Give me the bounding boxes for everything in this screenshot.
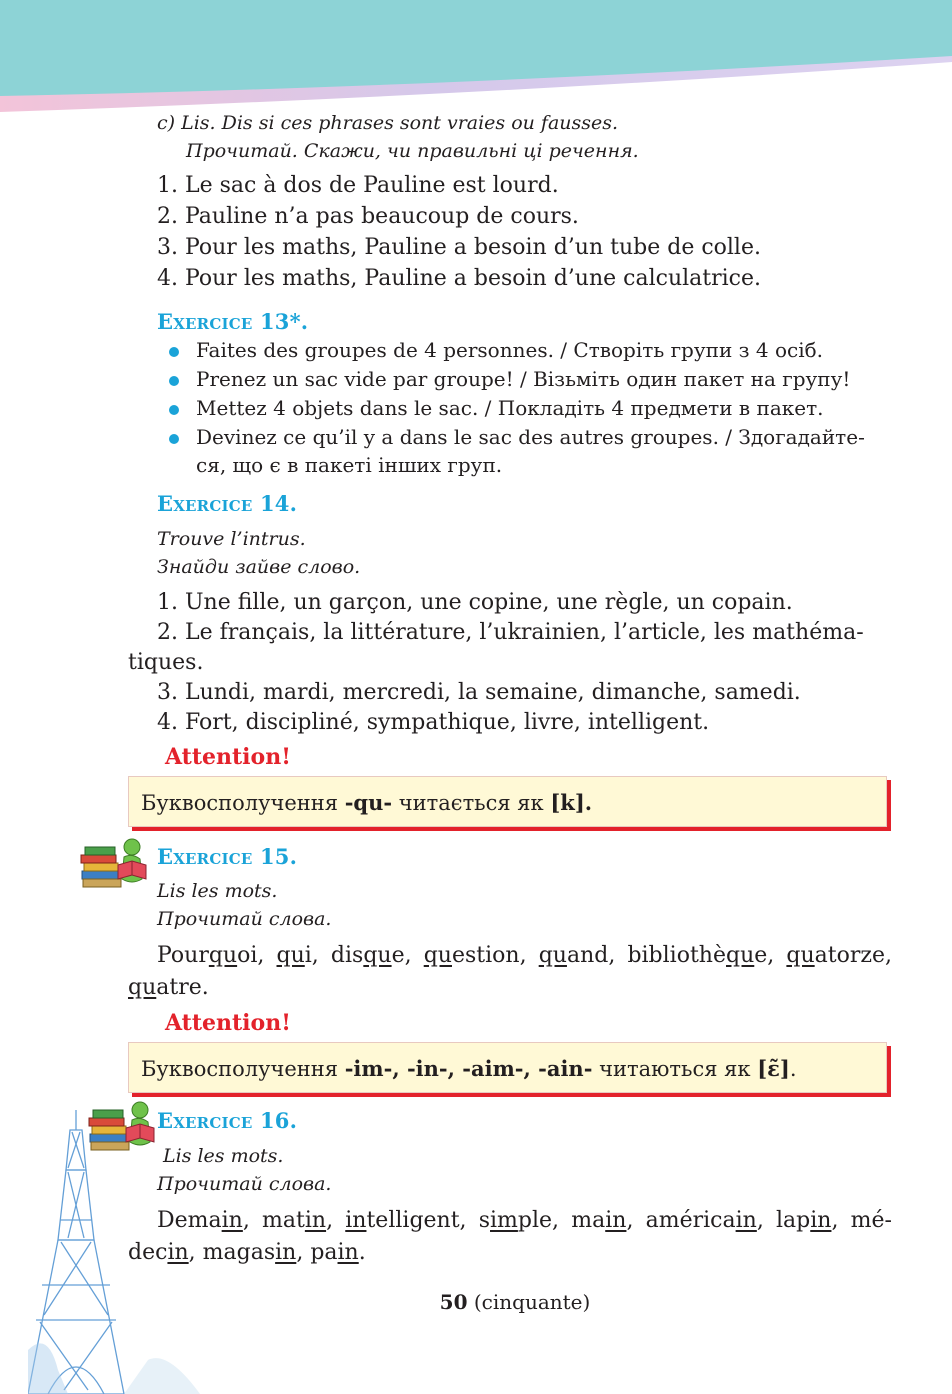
page-number-word: (cinquante) — [473, 1290, 591, 1314]
word-part: ple, — [517, 1208, 560, 1233]
page-number-digits: 50 — [439, 1290, 468, 1314]
underlined-letters: qu — [726, 943, 755, 968]
underlined-letters: in — [167, 1240, 189, 1265]
page-number — [0, 1290, 952, 1314]
word-part: e, — [754, 943, 775, 968]
underlined-letters: qu — [208, 943, 238, 968]
note-box — [128, 1042, 887, 1093]
word — [786, 943, 892, 968]
word-part: atorze, — [814, 943, 892, 968]
section-c-instruction-fr: c) Lis. Dis si ces phrases sont vraies ou fausses. — [157, 112, 619, 134]
word — [262, 1208, 333, 1233]
note-bold: -qu- — [344, 790, 393, 815]
exercise-14-instruction-uk: Знайди зайве слово. — [157, 556, 361, 578]
attention-label: Attention! — [165, 744, 291, 770]
bullet-item: Devinez ce qu’il y a dans le sac des autres groupes. / Здогадайте- — [196, 425, 865, 449]
underlined-letters: in — [221, 1208, 243, 1233]
bullet-item: Faites des groupes de 4 personnes. / Створіть групи з 4 осіб. — [196, 338, 823, 362]
word — [277, 943, 319, 968]
word-part: Dema — [157, 1208, 222, 1233]
word-line — [128, 1240, 366, 1265]
word — [776, 1208, 838, 1233]
note-text: читаються як — [592, 1057, 758, 1081]
word — [627, 943, 774, 968]
books-reader-icon — [80, 835, 152, 893]
underlined-letters: in — [735, 1208, 757, 1233]
bullet-icon — [169, 405, 179, 415]
word — [571, 1208, 633, 1233]
word-part: s — [478, 1208, 491, 1233]
underlined-letters: in — [304, 1208, 327, 1233]
word — [345, 1208, 466, 1233]
word — [331, 943, 412, 968]
exercise-14-title: Exercice 14. — [157, 491, 298, 516]
underlined-letters: qu — [423, 943, 452, 968]
attention-label: Attention! — [165, 1010, 291, 1036]
exercise-16-instruction-uk: Прочитай слова. — [157, 1173, 332, 1195]
note-bold: [ɛ̃] — [757, 1056, 790, 1081]
note-text: читається як — [392, 791, 551, 815]
section-c-instruction-uk: Прочитай. Скажи, чи правильні ці речення. — [186, 140, 639, 162]
word-part: américa — [645, 1208, 736, 1233]
exercise-15-title: Exercice 15. — [157, 844, 298, 869]
list-item: 1. Une fille, un garçon, une copine, une règle, un copain. — [157, 590, 793, 615]
underlined-letters: in — [337, 1240, 359, 1265]
list-item: 4. Fort, discipliné, sympathique, livre, intelligent. — [157, 710, 710, 735]
exercise-16-instruction-fr: Lis les mots. — [163, 1145, 284, 1167]
note-text: . — [789, 1057, 797, 1081]
word-part: and, — [566, 943, 616, 968]
underlined-letters: qu — [363, 943, 392, 968]
underlined-letters: im — [490, 1208, 518, 1233]
word — [479, 1208, 559, 1233]
word-part: estion, — [451, 943, 527, 968]
word-part: , — [756, 1208, 764, 1233]
word-part: dis — [330, 943, 364, 968]
books-reader-icon — [88, 1098, 160, 1156]
word — [424, 943, 527, 968]
word-part: Pour — [157, 943, 209, 968]
word-line — [128, 975, 209, 1000]
bullet-icon — [169, 434, 179, 444]
underlined-letters: qu — [538, 943, 567, 968]
word-part: lap — [776, 1208, 811, 1233]
word — [851, 1208, 892, 1233]
bullet-item-continuation: ся, що є в пакеті інших груп. — [196, 453, 503, 477]
word — [539, 943, 616, 968]
word-part: , — [626, 1208, 634, 1233]
word-line — [157, 943, 892, 968]
word-part: bibliothè — [627, 943, 726, 968]
word-part: atre. — [156, 975, 209, 1000]
header-decoration — [0, 0, 952, 125]
word-part: ma — [571, 1208, 606, 1233]
bullet-icon — [169, 347, 179, 357]
word — [157, 943, 264, 968]
exercise-15-instruction-fr: Lis les mots. — [157, 880, 278, 902]
exercise-15-instruction-uk: Прочитай слова. — [157, 908, 332, 930]
exercise-13-title: Exercice 13*. — [157, 309, 309, 334]
word-part: , — [242, 1208, 250, 1233]
underlined-letters: in — [345, 1208, 367, 1233]
underlined-letters: in — [275, 1240, 297, 1265]
list-item: 3. Pour les maths, Pauline a besoin d’un tube de colle. — [157, 235, 761, 260]
word-part: mé- — [850, 1208, 892, 1233]
underlined-letters: qu — [128, 975, 157, 1000]
word-part: , magas — [188, 1240, 276, 1265]
exercise-14-instruction-fr: Trouve l’intrus. — [157, 528, 306, 550]
list-item: 2. Le français, la littérature, l’ukrainien, l’article, les mathéma- — [157, 620, 864, 645]
list-item: 4. Pour les maths, Pauline a besoin d’une calculatrice. — [157, 266, 761, 291]
list-item: 2. Pauline n’a pas beaucoup de cours. — [157, 204, 579, 229]
underlined-letters: in — [810, 1208, 832, 1233]
word-part: , pa — [296, 1240, 338, 1265]
underlined-letters: in — [605, 1208, 627, 1233]
list-item-continuation: tiques. — [128, 650, 204, 675]
bullet-item: Prenez un sac vide par groupe! / Візьміть один пакет на групу! — [196, 367, 850, 391]
word-line — [157, 1208, 892, 1233]
word — [157, 1208, 250, 1233]
word-part: , — [326, 1208, 334, 1233]
bullet-item: Mettez 4 objets dans le sac. / Покладіть 4 предмети в пакет. — [196, 396, 824, 420]
exercise-16-title: Exercice 16. — [157, 1108, 298, 1133]
word-part: oi, — [237, 943, 265, 968]
word-part: e, — [391, 943, 412, 968]
list-item: 1. Le sac à dos de Pauline est lourd. — [157, 173, 559, 198]
note-bold: -im-, -in-, -aim-, -ain- — [344, 1056, 593, 1081]
note-text: Буквосполучення — [141, 791, 345, 815]
underlined-letters: qu — [786, 943, 815, 968]
word-part: mat — [262, 1208, 305, 1233]
bullet-icon — [169, 376, 179, 386]
word-part: dec — [128, 1240, 168, 1265]
note-text: Буквосполучення — [141, 1057, 345, 1081]
word-part: , — [831, 1208, 839, 1233]
underlined-letters: qu — [276, 943, 305, 968]
word-part: . — [358, 1240, 366, 1265]
note-bold: [k]. — [550, 790, 593, 815]
word-part: i, — [304, 943, 319, 968]
list-item: 3. Lundi, mardi, mercredi, la semaine, dimanche, samedi. — [157, 680, 801, 705]
word — [646, 1208, 764, 1233]
note-box — [128, 776, 887, 827]
word-part: telligent, — [366, 1208, 467, 1233]
